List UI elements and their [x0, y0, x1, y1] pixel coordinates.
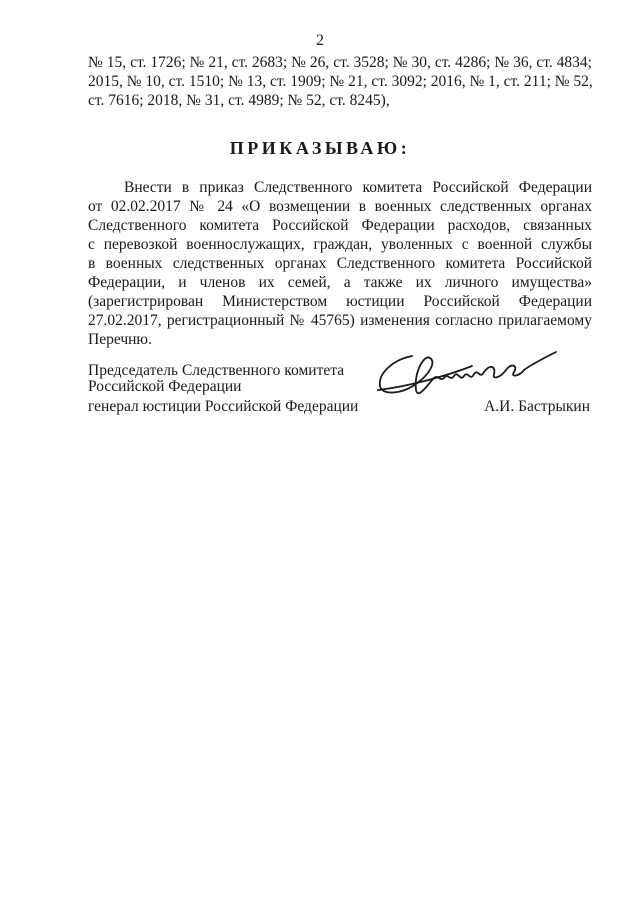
- body-line-3: Следственного комитета Российской Федерации расходов, связанных: [88, 217, 592, 234]
- body-line-2: от 02.02.2017 № 24 «О возмещении в военных следственных органах: [88, 198, 592, 215]
- signer-position-line-1: Председатель Следственного комитета: [88, 362, 345, 379]
- signer-name: А.И. Бастрыкин: [484, 398, 590, 415]
- body-line-4: с перевозкой военнослужащих, граждан, уволенных с военной службы: [88, 236, 592, 253]
- body-line-1: Внести в приказ Следственного комитета Российской Федерации: [124, 179, 592, 196]
- body-line-9: Перечню.: [88, 331, 152, 348]
- page-number: 2: [316, 32, 324, 49]
- signer-rank: генерал юстиции Российской Федерации: [88, 398, 359, 415]
- body-line-8: 27.02.2017, регистрационный № 45765) изменения согласно прилагаемому: [88, 312, 592, 329]
- intro-line-2: 2015, № 10, ст. 1510; № 13, ст. 1909; № 21, ст. 3092; 2016, № 1, ст. 211; № 52,: [88, 73, 593, 90]
- intro-line-1: № 15, ст. 1726; № 21, ст. 2683; № 26, ст. 3528; № 30, ст. 4286; № 36, ст. 4834;: [88, 54, 592, 71]
- body-line-7: (зарегистрирован Министерством юстиции Российской Федерации: [88, 293, 592, 310]
- body-line-6: Федерации, и членов их семей, а также их личного имущества»: [88, 274, 592, 291]
- signer-position-line-2: Российской Федерации: [88, 378, 242, 395]
- body-line-5: в военных следственных органах Следственного комитета Российской: [88, 255, 592, 272]
- order-heading: ПРИКАЗЫВАЮ:: [229, 138, 411, 158]
- intro-line-3: ст. 7616; 2018, № 31, ст. 4989; № 52, ст. 8245),: [88, 92, 390, 109]
